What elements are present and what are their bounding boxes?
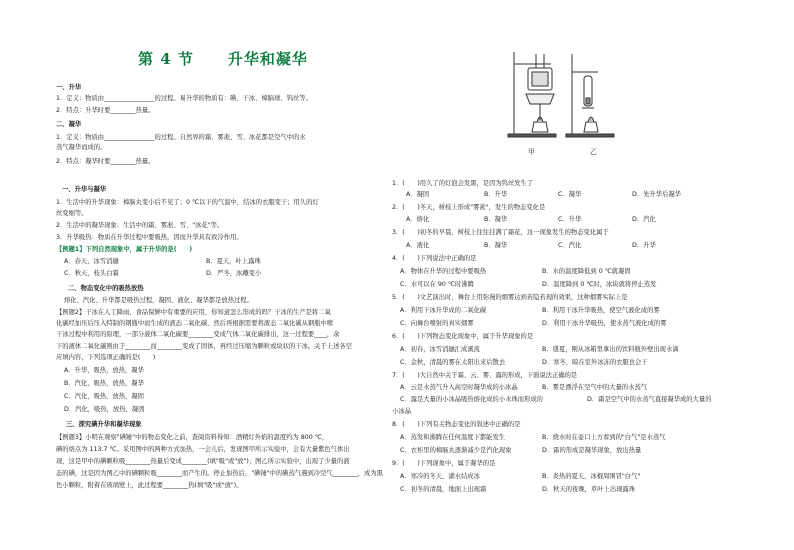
- iodine-hammer-figure: [506, 42, 626, 167]
- right-text-line: C．升华: [558, 216, 582, 223]
- left-text-line: 色小颗粒，附着在玻璃壁上，此过程要________热(填"吸"或"放")。: [56, 482, 243, 489]
- right-text-line: C．水可以在 90 ℃时沸腾: [400, 281, 474, 288]
- right-text-line: A．云是水蒸气升入高空时凝华成的小冰晶: [400, 384, 518, 391]
- left-text-line: 化碳经加压后压入特制的钢瓶中而生成的液态二氧化碳，然后再根据需要将液态二氧化碳从钢瓶中喷: [56, 320, 334, 327]
- left-text-line: 三、探究碘升华和凝华现象: [66, 421, 142, 428]
- right-text-line: B．利用干冰升华吸热，使空气液化成的雾: [542, 307, 660, 314]
- right-text-line: 2．( )冬天，树枝上形成"雾凇"，发生的物态变化是: [392, 204, 546, 211]
- left-text-line: C．汽化，吸热，放热，凝固: [64, 393, 144, 400]
- left-text-line: 1．定义：物质由________________的过程。自然界的霜、雾凇、雪、冰花都是空气中的水: [56, 134, 306, 141]
- left-text-line: 态的碘，这是因为图乙中的碘颗粒吸________而产生的。停止加热后，"碘锤"中的碘蒸气遇到冷空气________，成为黑: [56, 470, 383, 477]
- right-text-line: B．升华: [484, 191, 508, 198]
- left-text-line: 1．定义：物质由________________的过程。易升华的物质有：碘、干冰、樟脑球、钨丝等。: [56, 95, 312, 102]
- right-text-line: A．熔化: [406, 216, 430, 223]
- right-text-line: A．初春，冰雪消融汇成溪流: [400, 346, 480, 353]
- right-text-line: D．升华: [632, 242, 656, 249]
- left-text-line: 现，这是甲中的碘颗粒吸________热量后变成________(填"吸"或"放")；图乙所示实验中，出现了少量的液: [56, 458, 350, 465]
- left-text-line: 下的液体二氧化碳则由于________而________变成了固体，再经过压缩为颗粒或块状的干冰。关于上述各空: [56, 343, 352, 350]
- left-text-line: 【例题1】下列自然现象中，属于升华的是( ): [56, 246, 193, 253]
- right-text-line: A．蒸发和沸腾在任何温度下都能发生: [400, 434, 506, 441]
- right-text-line: C．凝华: [558, 191, 582, 198]
- left-text-line: 3．升华吸热：物质在升华过程中要吸热，因而升华具有致冷作用。: [56, 234, 243, 241]
- left-text-line: 二、凝华: [56, 121, 82, 128]
- left-text-line: 1．生活中的升华现象：樟脑丸变小后不见了；0 ℃以下的气温中，结冰的衣服变干；用久的灯: [56, 199, 319, 206]
- right-text-line: B．烧水时在壶口上方看到的"白气"是水蒸气: [542, 434, 666, 441]
- right-text-line: 9．( )下列现象中，属于凝华的是: [392, 460, 496, 467]
- left-text-line: 2．生活中的凝华现象：生活中的霜、雾凇、雪、"冰花"等。: [56, 222, 224, 229]
- right-text-line: C．向舞台喷射的真实烟雾: [400, 320, 474, 327]
- right-text-line: C．金秋，清晨的雾在太阳出来后散去: [400, 359, 506, 366]
- right-text-line: D．温度降到 0 ℃时，冰块就将停止蒸发: [542, 281, 657, 288]
- right-text-line: C．露是大量的小冰晶吸热熔化成的小水珠而形成的: [400, 396, 543, 403]
- left-text-line: 【例题2】干冰在人工降雨、食品保鲜中有重要的应用，你知道怎么形成的吗？干冰的生产是将二氧: [56, 309, 331, 316]
- right-text-line: B．炎热的夏天，冰棍周围冒"白气": [542, 473, 641, 480]
- right-text-line: B．凝华: [484, 216, 508, 223]
- section-number: 第 4 节: [138, 50, 194, 68]
- right-text-line: 3．( )初冬的早晨，树枝上往往挂满了霜花，这一现象发生的物态变化属于: [392, 229, 609, 236]
- left-text-line: A．升华，吸热，放热，凝华: [64, 367, 144, 374]
- right-text-line: A．利用干冰升华成的二氧化碳: [400, 307, 487, 314]
- right-text-line: D．秋天的夜晚，草叶上出现露珠: [542, 486, 636, 493]
- left-text-line: 二、物态变化中的吸热放热: [68, 285, 144, 292]
- right-text-line: 6．( )下列物态变化现象中，属于升华现象的是: [392, 333, 534, 340]
- right-text-line: B．雾是漂浮在空气中的大量的水蒸气: [542, 384, 648, 391]
- left-text-line: B．汽化，吸热，放热，凝华: [64, 380, 144, 387]
- left-text-line: D．汽化，吸热，放热，凝固: [64, 406, 145, 413]
- right-text-line: 小冰晶: [392, 408, 411, 415]
- right-text-line: A．寒冷的冬天，湖水结成冰: [400, 473, 480, 480]
- left-text-line: 丝变细等。: [56, 210, 88, 217]
- left-text-line: 干冰过程中利用的原理，一部分液体二氧化碳要________变成气体二氧化碳排出，这一过程要____，余: [56, 331, 340, 338]
- right-text-line: D．汽化: [632, 216, 656, 223]
- right-text-line: 1．( )用久了的灯泡会发黑，是因为钨丝发生了: [392, 180, 534, 187]
- section-name: 升华和凝华: [227, 50, 308, 68]
- right-text-line: D．霜的形成是凝华现象，放出热量: [542, 447, 642, 454]
- right-text-line: B．盛夏，刚从冰箱里拿出的饮料瓶外壁出现水滴: [542, 346, 679, 353]
- page-title: [138, 48, 308, 69]
- right-text-line: D．寒冬，晾在室外冰冻的衣服也会干: [542, 359, 648, 366]
- left-text-line: D．严冬，冰雕变小: [206, 270, 262, 277]
- left-text-line: 熔化、汽化、升华都是吸热过程，凝固、液化、凝华都是放热过程。: [64, 297, 253, 304]
- right-text-line: D．利用干冰升华吸热，使水蒸气液化成的雾: [542, 320, 667, 327]
- left-text-line: 蒸气凝华而成的。: [56, 144, 107, 151]
- figure-label-a: 甲: [528, 148, 535, 156]
- left-text-line: B．夏天，叶上露珠: [206, 258, 261, 265]
- right-text-line: D．先升华后凝华: [632, 191, 681, 198]
- right-text-line: 7．( )大自然中关于霜、云、雾、露的形成，下面说法正确的是: [392, 372, 578, 379]
- right-text-line: A．物体在升华的过程中要吸热: [400, 268, 487, 275]
- right-text-line: C．汽化: [558, 242, 582, 249]
- left-text-line: 碘的熔点为 113.7 ℃。采用图中的两种方式加热，一会儿后，发现图甲所示实验中，会有大量紫色气体出: [56, 446, 350, 453]
- left-text-line: 2．特点：凝华时要________热量。: [56, 158, 155, 165]
- left-text-line: 一、升华: [56, 84, 82, 91]
- left-text-line: A．春天，冰雪消融: [64, 258, 119, 265]
- left-text-line: 2．特点：升华时要________热量。: [56, 107, 155, 114]
- right-text-line: C．初冬的清晨，地面上出现霜: [400, 486, 487, 493]
- left-text-line: 应填内容，下列选项正确的是( ): [56, 354, 156, 361]
- left-text-line: 【例题3】小明在观察"碘锤"中的物态变化之前，查阅资料得知：酒精灯外焰的温度约为 800 ℃，: [56, 434, 329, 441]
- figure-label-b: 乙: [590, 148, 597, 156]
- right-text-line: B．凝华: [484, 242, 508, 249]
- left-text-line: 一、升华与凝华: [62, 186, 107, 193]
- right-text-line: C．衣柜里的樟脑丸逐渐减少是汽化现象: [400, 447, 512, 454]
- right-text-line: D．霜是空气中的水蒸气直接凝华成的大量的: [587, 396, 712, 403]
- right-text-line: 5．( )文艺演出时，舞台上用弥漫的烟雾达到若隐若现的效果，这种烟雾实际上是: [392, 294, 628, 301]
- right-text-line: A．液化: [406, 242, 430, 249]
- left-text-line: C．秋天，枝头白霜: [64, 270, 119, 277]
- right-text-line: 4．( )下列说法中正确的是: [392, 255, 477, 262]
- right-text-line: A．凝固: [406, 191, 430, 198]
- right-text-line: B．水的温度降低到 0 ℃就凝固: [542, 268, 631, 275]
- right-text-line: 8．( )下列有关物态变化的叙述中正确的是: [392, 421, 521, 428]
